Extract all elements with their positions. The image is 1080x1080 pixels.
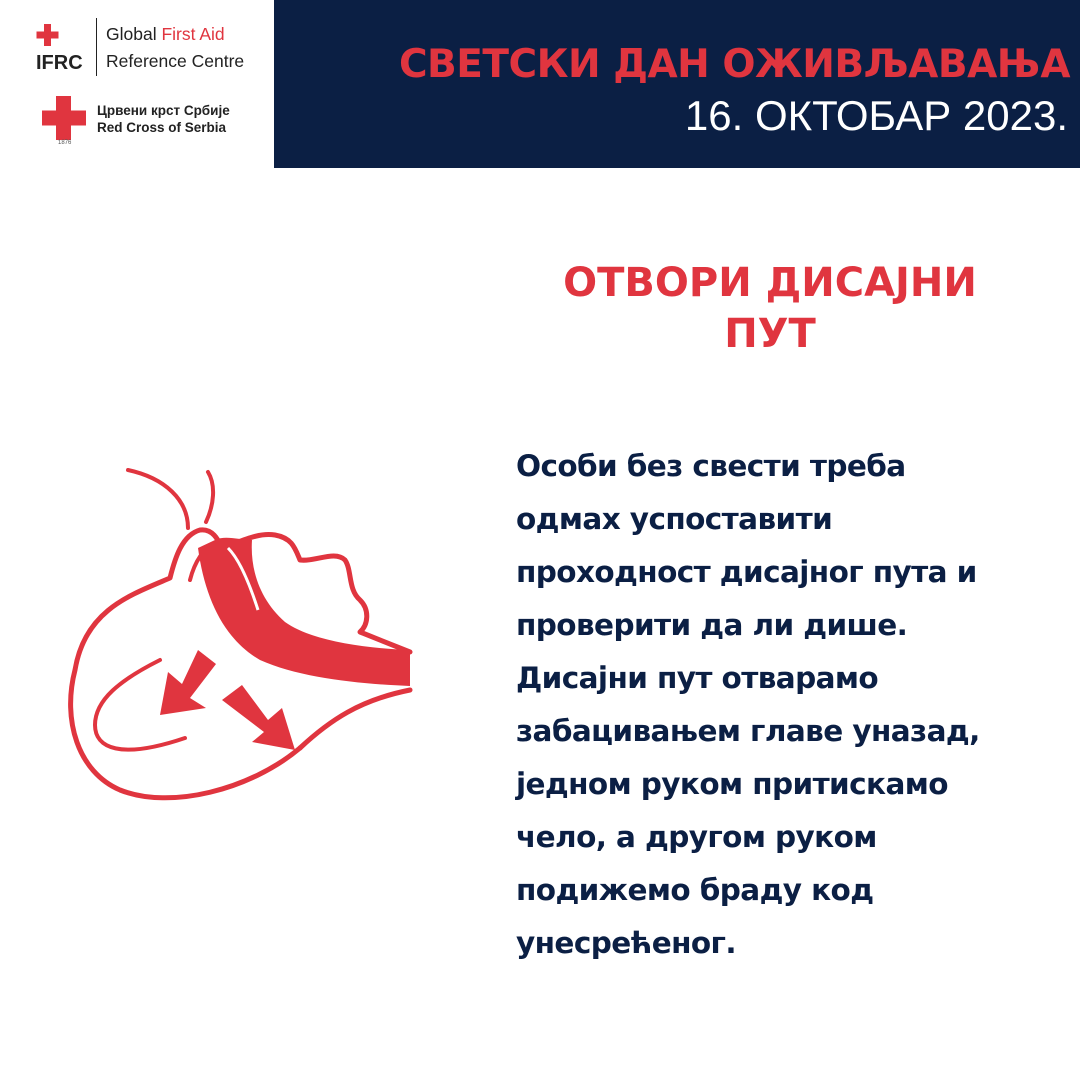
gfa-line1-part2: First Aid xyxy=(161,24,225,44)
body-line: забацивањем главе уназад, xyxy=(516,714,980,748)
body-line: одмах успоставити xyxy=(516,502,833,536)
header-date: 16. ОКТОБАР 2023. xyxy=(684,92,1068,139)
section-title xyxy=(500,258,1040,360)
body-line: унесрећеног. xyxy=(516,926,736,960)
body-line: проверити да ли дише. xyxy=(516,608,908,642)
logo-divider xyxy=(96,18,97,76)
body-text xyxy=(516,440,1056,970)
gfa-line1 xyxy=(106,24,225,45)
section-title-line1: ОТВОРИ ДИСАЈНИ xyxy=(563,260,977,306)
gfa-line2: Reference Centre xyxy=(106,51,245,71)
header-title: СВЕТСКИ ДАН ОЖИВЉАВАЊА xyxy=(398,42,1070,87)
body-line: подижемо браду код xyxy=(516,873,874,907)
ifrc-cross-crescent-icon xyxy=(36,22,92,48)
body-line: чело, а другом руком xyxy=(516,820,877,854)
rc-line2: Red Cross of Serbia xyxy=(97,120,227,135)
rc-year: 1876 xyxy=(58,140,72,146)
body-line: проходност дисајног пута и xyxy=(516,555,977,589)
red-cross-icon xyxy=(41,96,87,140)
body-line: Дисајни пут отварамо xyxy=(516,661,879,695)
ifrc-acronym: IFRC xyxy=(36,52,83,74)
gfa-line1-part1: Global xyxy=(106,24,162,44)
rc-line1: Црвени крст Србије xyxy=(97,103,230,118)
body-line: Особи без свести треба xyxy=(516,449,906,483)
section-title-line2: ПУТ xyxy=(724,311,816,357)
body-line: једном руком притискамо xyxy=(516,767,948,801)
airway-illustration xyxy=(60,455,420,815)
